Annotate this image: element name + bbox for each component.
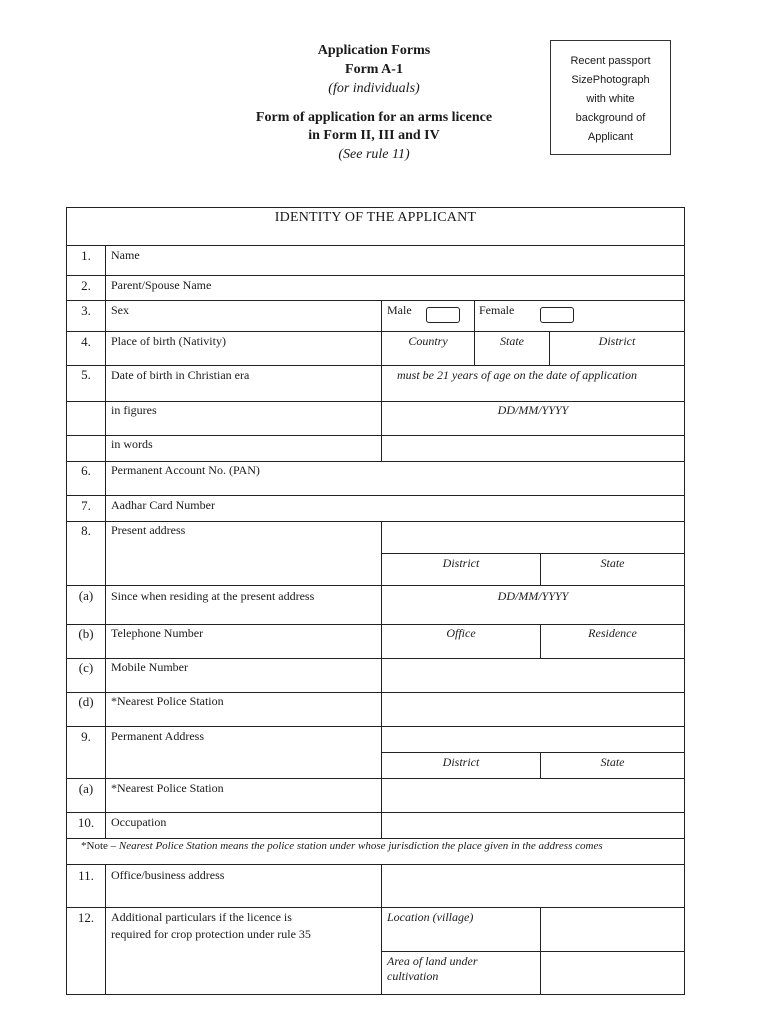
female-label: Female: [479, 303, 515, 317]
police-station-footnote: [81, 840, 603, 852]
row-divider: [67, 365, 684, 366]
location-village-label: Location (village): [387, 910, 474, 924]
date-of-birth-label: Date of birth in Christian era: [111, 368, 250, 382]
header-title: Application Forms: [317, 43, 431, 58]
row-number: 12.: [77, 910, 95, 925]
row-number: (b): [78, 626, 94, 641]
photo-text-line: Recent passport: [570, 55, 651, 67]
parent-spouse-name-label: Parent/Spouse Name: [111, 278, 212, 292]
pan-label: Permanent Account No. (PAN): [111, 463, 260, 477]
dob-date-format-hint: DD/MM/YYYY: [497, 403, 569, 417]
age-requirement-note: must be 21 years of age on the date of application: [397, 368, 637, 382]
table-title: IDENTITY OF THE APPLICANT: [274, 210, 477, 225]
district-field-label: District: [442, 755, 480, 769]
photo-text-line: Applicant: [587, 131, 634, 143]
row-divider: [67, 907, 684, 908]
row-divider: [67, 778, 684, 779]
row-divider: [67, 624, 684, 625]
row-number: (c): [78, 660, 94, 675]
land-area-label-line2: cultivation: [387, 969, 439, 983]
column-divider: [381, 864, 382, 994]
row-number: (a): [78, 588, 94, 603]
applicant-identity-table: [66, 207, 685, 995]
land-area-label-line1: Area of land under: [387, 954, 478, 968]
form-scope: (for individuals): [328, 81, 420, 96]
state-field-label: State: [600, 755, 625, 769]
row-divider: [67, 495, 684, 496]
footnote-prefix: *Note –: [81, 840, 119, 852]
row-number: (d): [78, 694, 94, 709]
district-field-label: District: [598, 334, 636, 348]
row-divider: [67, 435, 684, 436]
place-of-birth-label: Place of birth (Nativity): [111, 334, 226, 348]
occupation-label: Occupation: [111, 815, 167, 829]
row-number: 7.: [81, 498, 91, 513]
row-number: (a): [78, 781, 94, 796]
row-divider: [67, 692, 684, 693]
row-divider: [67, 812, 684, 813]
row-divider: [381, 951, 684, 952]
district-field-label: District: [442, 556, 480, 570]
row-number: 9.: [81, 729, 91, 744]
crop-protection-label-line1: Additional particulars if the licence is: [111, 910, 292, 924]
state-field-label: State: [500, 334, 524, 348]
row-divider: [67, 275, 684, 276]
aadhar-label: Aadhar Card Number: [111, 498, 215, 512]
dob-in-figures-label: in figures: [111, 403, 157, 417]
photo-text-line: SizePhotograph: [571, 74, 650, 86]
photo-placeholder-box[interactable]: [550, 40, 671, 155]
country-field-label: Country: [408, 334, 448, 348]
dob-in-words-label: in words: [111, 437, 153, 451]
column-divider: [105, 864, 106, 994]
male-label: Male: [387, 303, 412, 317]
column-divider: [105, 245, 106, 838]
row-divider: [67, 726, 684, 727]
row-divider: [67, 401, 684, 402]
row-number: 5.: [81, 367, 91, 382]
row-divider: [67, 300, 684, 301]
column-divider: [474, 300, 475, 365]
row-divider: [67, 838, 684, 839]
form-purpose-cont: in Form II, III and IV: [308, 128, 440, 143]
column-divider: [381, 300, 382, 401]
form-number: Form A-1: [345, 62, 403, 77]
row-number: 8.: [81, 523, 91, 538]
residing-since-label: Since when residing at the present address: [111, 589, 315, 603]
photo-text-line: background of: [575, 112, 646, 124]
residing-since-format-hint: DD/MM/YYYY: [497, 589, 569, 603]
nearest-police-station-label: *Nearest Police Station: [111, 781, 224, 795]
mobile-label: Mobile Number: [111, 660, 188, 674]
row-number: 4.: [81, 334, 91, 349]
row-divider: [67, 521, 684, 522]
row-number: 10.: [77, 815, 95, 830]
male-checkbox[interactable]: [426, 307, 460, 323]
telephone-label: Telephone Number: [111, 626, 204, 640]
form-purpose: Form of application for an arms licence: [255, 110, 493, 125]
row-number: 3.: [81, 303, 91, 318]
nearest-police-station-label: *Nearest Police Station: [111, 694, 224, 708]
row-divider: [67, 585, 684, 586]
row-divider: [381, 752, 684, 753]
permanent-address-label: Permanent Address: [111, 729, 204, 743]
row-divider: [67, 658, 684, 659]
row-divider: [67, 461, 684, 462]
row-number: 11.: [78, 868, 94, 883]
name-label: Name: [111, 248, 140, 262]
column-divider: [540, 907, 541, 994]
row-divider: [381, 553, 684, 554]
row-number: 1.: [81, 248, 91, 263]
row-divider: [67, 864, 684, 865]
footnote-text: Nearest Police Station means the police station under whose jurisdiction the place given in the address comes: [118, 840, 603, 852]
present-address-label: Present address: [111, 523, 186, 537]
rule-reference: (See rule 11): [338, 147, 410, 162]
row-divider: [67, 245, 684, 246]
row-divider: [67, 331, 684, 332]
office-business-address-label: Office/business address: [111, 868, 225, 882]
photo-text-line: with white: [586, 93, 635, 105]
female-checkbox[interactable]: [540, 307, 574, 323]
state-field-label: State: [600, 556, 625, 570]
row-number: 6.: [81, 463, 91, 478]
sex-label: Sex: [111, 303, 129, 317]
office-phone-label: Office: [446, 626, 476, 640]
residence-phone-label: Residence: [588, 626, 637, 640]
crop-protection-label-line2: required for crop protection under rule 35: [111, 927, 311, 941]
row-number: 2.: [81, 278, 91, 293]
